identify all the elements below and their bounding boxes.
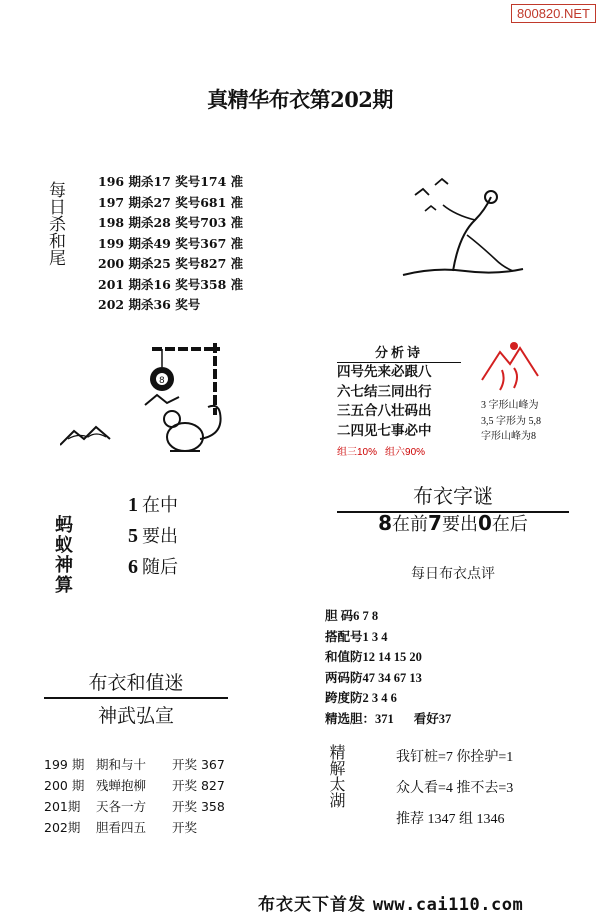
list-item: 202 期杀36 奖号: [98, 297, 201, 312]
site-watermark: 800820.NET: [511, 4, 596, 23]
list-item: 196 期杀17 奖号174 准: [98, 174, 244, 189]
list-item: 胆 码6 7 8: [325, 609, 379, 623]
list-item: 6 随后: [128, 556, 178, 578]
list-item: 200 期杀25 奖号827 准: [98, 256, 244, 271]
poem-line: 三五合八壮码出: [337, 403, 432, 419]
list-item: 1 在中: [128, 494, 178, 516]
daily-review-list: [325, 606, 451, 729]
poem-line: 二四见七事必中: [337, 422, 432, 439]
list-item: 197 期杀27 奖号681 准: [98, 194, 244, 210]
list-item: 我钉桩=7 你拴驴=1: [396, 750, 514, 765]
page-title: 真精华布衣第202期: [207, 87, 393, 112]
list-item: 跨度防2 3 4 6: [325, 691, 397, 705]
squirrel-lantern-sketch: [60, 335, 240, 460]
mountain-notes: 3 字形山峰为 3,5 字形为 5,8 字形山峰为8: [481, 400, 541, 442]
kill-tail-list: [98, 172, 243, 316]
riddle-answer: 8在前7要出0在后: [378, 511, 528, 535]
poem-percentages: 组三10% 组六90%: [337, 447, 426, 458]
list-item: 201期 天各一方 开奖 358: [44, 799, 225, 814]
list-item: 198 期杀28 奖号703 准: [98, 215, 244, 230]
sum-riddle-list: [44, 754, 225, 838]
sum-riddle-title: 布衣和值迷: [44, 668, 228, 699]
list-item: 199 期杀49 奖号367 准: [98, 235, 244, 251]
svg-text:8: 8: [159, 376, 165, 386]
list-item: 202期 胆看四五 开奖: [44, 820, 198, 835]
footer: 布衣天下首发 www.cai110.com: [258, 895, 524, 915]
poem-line: 六七结三同出行: [337, 383, 432, 400]
list-item: 199 期 期和与十 开奖 367: [44, 757, 225, 772]
list-item: 5 要出: [128, 525, 178, 547]
riddle-title: 布衣字谜: [337, 480, 569, 513]
poem-line: 四号先来必跟八: [337, 364, 432, 380]
list-item: 搭配号1 3 4: [325, 629, 388, 644]
list-item: 众人看=4 推不去=3: [396, 781, 514, 796]
sum-riddle-subtitle: 神武弘宣: [97, 705, 174, 727]
poem-title: 分析诗: [337, 342, 461, 363]
list-item: 200 期 残蝉抱柳 开奖 827: [44, 778, 225, 793]
ant-calc-lines: [128, 490, 178, 583]
list-item: 精选胆：371 看好37: [325, 711, 452, 726]
bird-mountain-sketch: [395, 175, 525, 285]
footer-url[interactable]: www.cai110.com: [372, 895, 524, 915]
taihu-label: 精解太湖: [327, 744, 346, 808]
kill-tail-label: 每日杀和尾: [45, 181, 65, 266]
daily-review-title: 每日布衣点评: [411, 566, 495, 582]
list-item: 两码防47 34 67 13: [325, 670, 422, 685]
list-item: 推荐 1347 组 1346: [396, 812, 505, 827]
taihu-lines: [396, 742, 513, 835]
red-mountain-sketch: [478, 340, 548, 395]
list-item: 201 期杀16 奖号358 准: [98, 276, 244, 292]
list-item: 和值防12 14 15 20: [325, 650, 422, 664]
analysis-poem: [337, 342, 461, 458]
ant-calc-label: 蚂蚁神算: [52, 515, 73, 595]
